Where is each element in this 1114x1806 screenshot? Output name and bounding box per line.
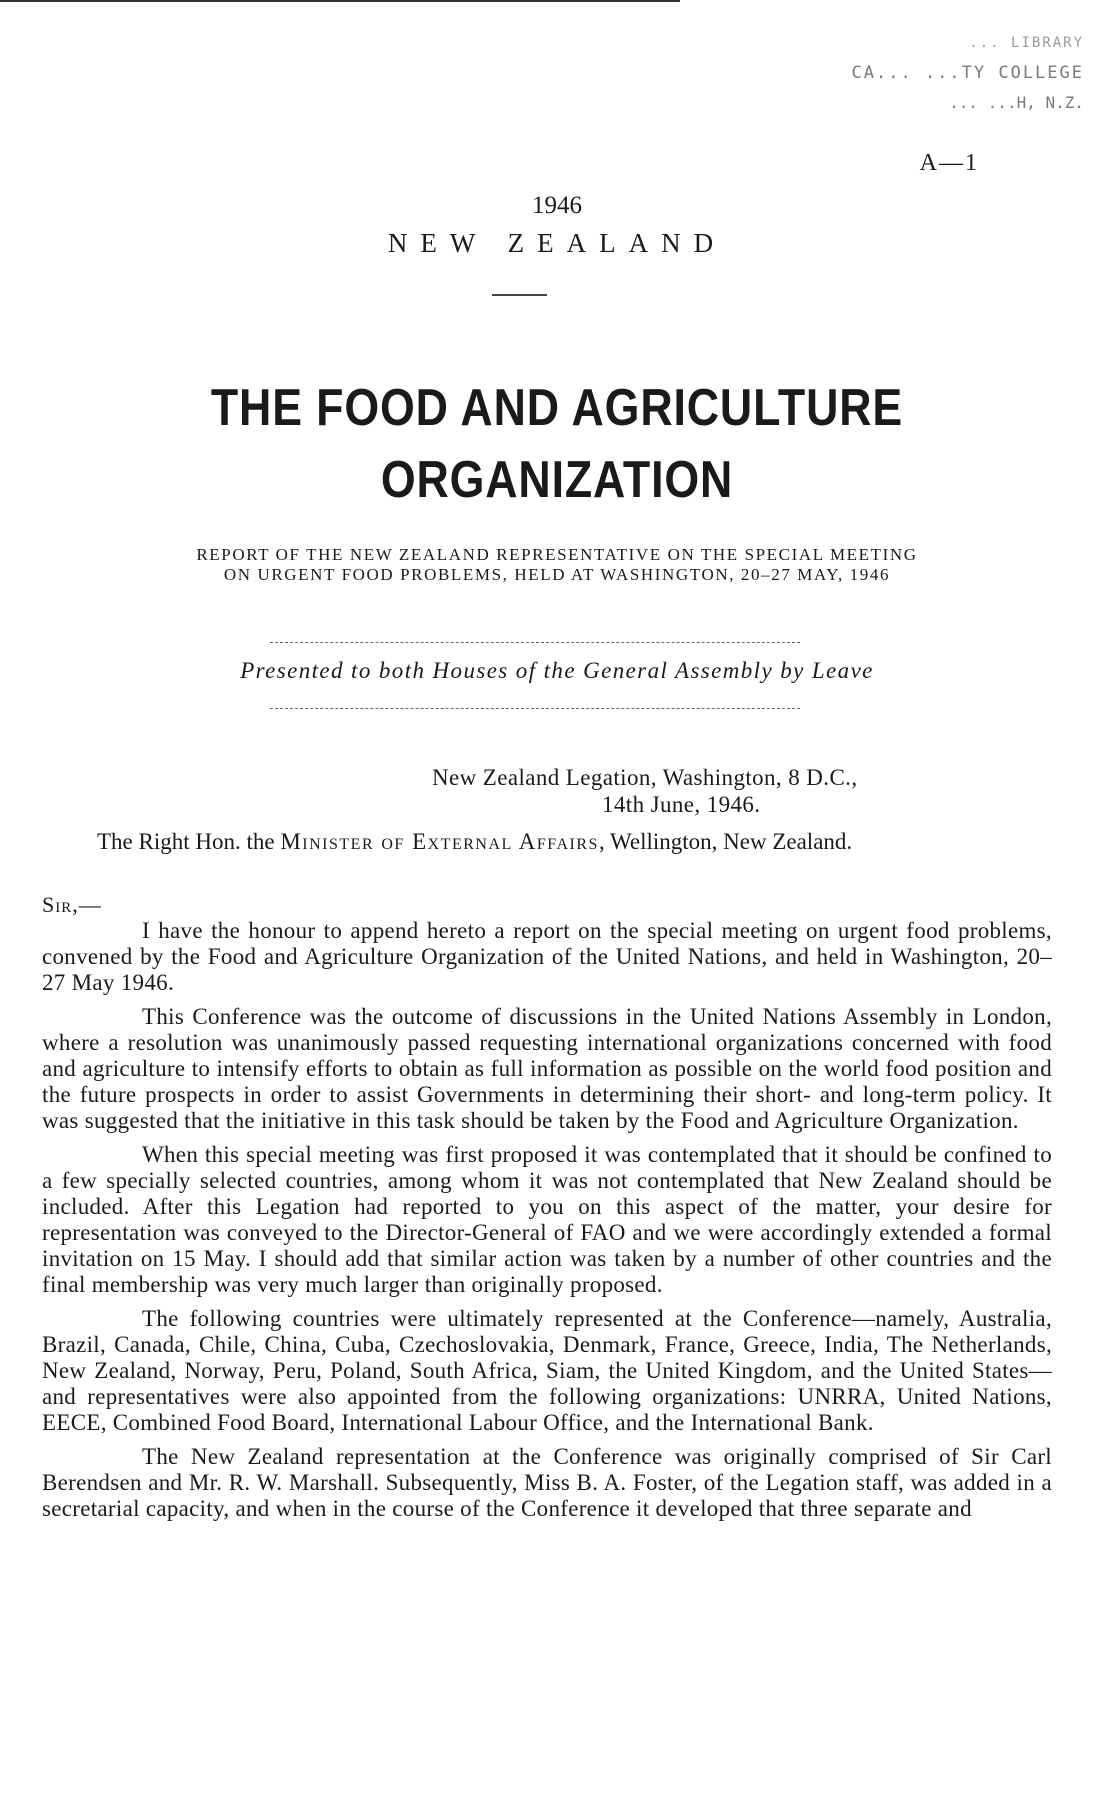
- upper-dashed-rule: [270, 642, 800, 643]
- page-title: [78, 372, 1036, 516]
- presented-line: Presented to both Houses of the General Assembly by Leave: [240, 658, 874, 683]
- letter-salutation: Sir,—: [42, 892, 102, 917]
- stamp-line-1: ... LIBRARY: [969, 35, 1084, 51]
- document-number: A—1: [919, 150, 979, 176]
- letter-dateline: [432, 764, 857, 818]
- title-line-1: THE FOOD AND AGRICULTURE: [210, 379, 904, 437]
- body-paragraph: When this special meeting was first proposed it was contemplated that it should be confined to a few specially selected countries, among whom it was not contemplated that New Zealand should be included. After this Legation had reported to you on this aspect of the matter, your desire for representation was conveyed to the Director-General of FAO and we were accordingly extended a formal invitation on 15 May. I should add that similar action was taken by a number of other countries and the final membership was very much larger than originally proposed.: [42, 1142, 1052, 1297]
- stamp-line-3: ... ...H, N.Z.: [949, 93, 1084, 112]
- address-minister: Minister of External Affairs: [280, 829, 599, 854]
- country-heading: NEW ZEALAND: [387, 228, 727, 258]
- body-paragraph: I have the honour to append hereto a report on the special meeting on urgent food problems, convened by the Food and Agriculture Organization of the United Nations, and held in Washington, 20–27 May 1946.: [42, 918, 1052, 995]
- subtitle-line-2: ON URGENT FOOD PROBLEMS, HELD AT WASHINGTON, 20–27 MAY, 1946: [223, 565, 891, 584]
- body-paragraph: The New Zealand representation at the Conference was originally comprised of Sir Carl Berendsen and Mr. R. W. Marshall. Subsequently, Miss B. A. Foster, of the Legation staff, was added in a secretarial capacity, and when in the course of the Conference it developed that three separate and: [42, 1444, 1052, 1521]
- top-border-rule: [0, 0, 680, 2]
- body-paragraph: This Conference was the outcome of discussions in the United Nations Assembly in London, where a resolution was unanimously passed requesting international organizations concerned with food and agriculture to intensify efforts to obtain as full information as possible on the world food position and the future prospects in order to assist Governments in determining their short- and long-term policy. It was suggested that the initiative in this task should be taken by the Food and Agriculture Organization.: [42, 1004, 1052, 1133]
- document-year: 1946: [532, 192, 582, 219]
- letter-addressee: [42, 828, 1052, 855]
- address-prefix: The Right Hon. the: [97, 829, 275, 854]
- address-suffix: , Wellington, New Zealand.: [598, 829, 853, 854]
- lower-dashed-rule: [270, 708, 800, 709]
- body-paragraph: The following countries were ultimately represented at the Conference—namely, Australia, Brazil, Canada, Chile, China, Cuba, Czechoslovakia, Denmark, France, Greece, India, The Netherlands, New Zealand, Norway, Peru, Poland, South Africa, Siam, the United Kingdom, and the United States—and representatives were also appointed from the following organizations: UNRRA, United Nations, EECE, Combined Food Board, International Labour Office, and the International Bank.: [42, 1306, 1052, 1435]
- title-line-2: ORGANIZATION: [380, 451, 734, 509]
- dateline-date: 14th June, 1946.: [602, 792, 761, 817]
- library-stamp: [754, 28, 1084, 118]
- heading-divider: [492, 294, 547, 296]
- dateline-location: New Zealand Legation, Washington, 8 D.C.,: [432, 765, 858, 790]
- letter-body: [42, 918, 1052, 1530]
- subtitle-line-1: REPORT OF THE NEW ZEALAND REPRESENTATIVE ON THE SPECIAL MEETING: [196, 545, 918, 564]
- stamp-line-2: CA... ...TY COLLEGE: [851, 63, 1084, 83]
- report-subtitle: [40, 545, 1074, 585]
